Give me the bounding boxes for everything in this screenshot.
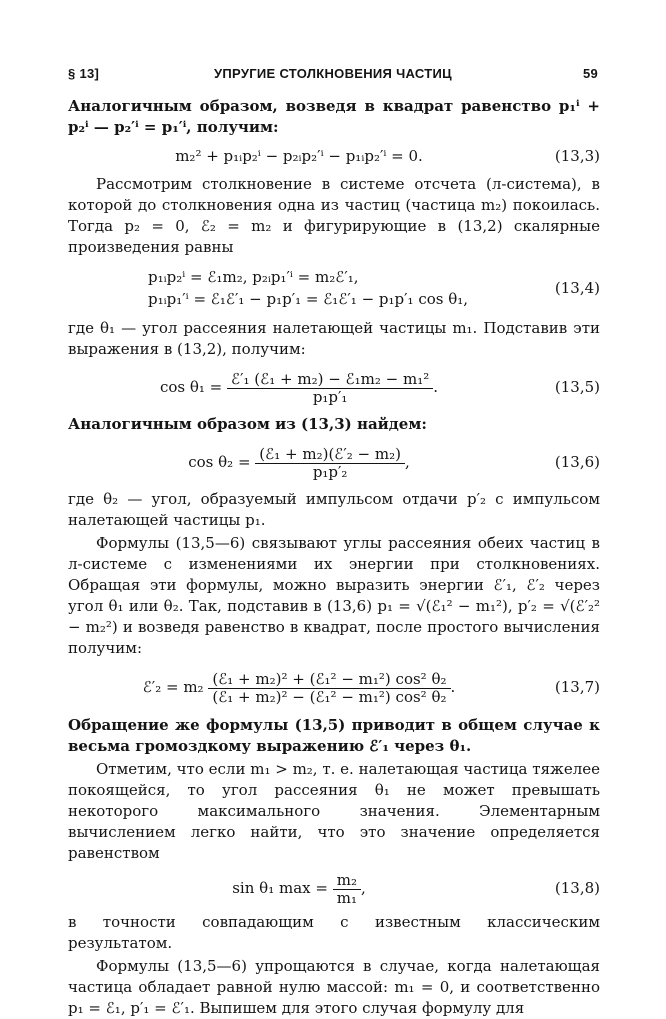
equation-13-7 <box>68 661 600 713</box>
running-title: УПРУГИЕ СТОЛКНОВЕНИЯ ЧАСТИЦ <box>214 66 452 81</box>
equation-formula: cos θ₁ = ℰ′₁ (ℰ₁ + m₂) − ℰ₁m₂ − m₁² p₁p′₁ . <box>159 369 439 406</box>
equation-formula: ℰ′₂ = m₂ (ℰ₁ + m₂)² + (ℰ₁² − m₁²) cos² θ₂ (ℰ₁ + m₂)² − (ℰ₁² − m₁²) cos² θ₂ . <box>142 669 456 706</box>
equation-lhs: cos θ₂ = <box>188 453 251 471</box>
equation-13-5 <box>68 362 600 412</box>
fraction-numerator: ℰ′₁ (ℰ₁ + m₂) − ℰ₁m₂ − m₁² <box>227 371 433 389</box>
fraction <box>255 446 405 481</box>
fraction-numerator: (ℰ₁ + m₂)² + (ℰ₁² − m₁²) cos² θ₂ <box>208 671 450 689</box>
fraction-denominator: p₁p′₁ <box>312 387 348 406</box>
paragraph: Рассмотрим столкновение в системе отсчета (л-система), в которой до столкновения одна из частиц (частица m₂) покоилась. Тогда p₂ = 0, ℰ₂ = m₂ и фигурирующие в (13,2) скалярные произведения равны <box>68 175 600 256</box>
fraction <box>227 371 433 406</box>
equation-lhs: cos θ₁ = <box>159 378 223 396</box>
equation-lhs: sin θ₁ max = <box>232 879 328 897</box>
paragraph: Обращение же формулы (13,5) приводит в общем случае к весьма громоздкому выражению ℰ′₁ через θ₁. <box>68 716 600 755</box>
page-body <box>68 96 600 1019</box>
paragraph: Формулы (13,5—6) упрощаются в случае, когда налетающая частица обладает равной нулю массой: m₁ = 0, и соответственно p₁ = ℰ₁, p′₁ = ℰ′₁. Выпишем для этого случая формулу для <box>68 957 600 1017</box>
page-number: 59 <box>582 66 598 81</box>
equation-formula: sin θ₁ max = $\frac{\text{m₂}}{\text{m₁}}$ , <box>232 870 366 907</box>
equation-13-6 <box>68 437 600 487</box>
fraction-denominator: m₁ <box>336 888 357 907</box>
fraction-numerator: m₂ <box>333 872 361 890</box>
equation-13-8 <box>68 866 600 910</box>
equation-number: (13,4) <box>554 279 600 297</box>
fraction <box>333 872 361 907</box>
running-header <box>68 66 598 90</box>
fraction <box>208 671 450 706</box>
paragraph: где θ₂ — угол, образуемый импульсом отдачи p′₂ с импульсом налетающей частицы p₁. <box>68 490 600 529</box>
equation-formula <box>148 266 530 310</box>
paragraph: в точности совпадающим с известным классическим результатом. <box>68 913 600 952</box>
equation-number: (13,8) <box>554 879 600 897</box>
equation-number: (13,7) <box>554 678 600 696</box>
equation-number: (13,6) <box>554 453 600 471</box>
equation-number: (13,3) <box>554 147 600 165</box>
fraction-denominator: p₁p′₂ <box>312 462 348 481</box>
paragraph: где θ₁ — угол рассеяния налетающей частицы m₁. Подставив эти выражения в (13,2), получим: <box>68 319 600 358</box>
paragraph: Формулы (13,5—6) связывают углы рассеяния обеих частиц в л-системе с изменениями их энергии при столкновениях. Обращая эти формулы, можно выразить энергии ℰ′₁, ℰ′₂ через угол θ₁ или θ₂. Так, подставив в (13,6) p₁ = √(ℰ₁² − m₁²), p′₂ = √(ℰ′₂² − m₂²) и возведя равенство в квадрат, после простого вычисления получим: <box>68 534 600 657</box>
section-marker: § 13] <box>68 66 100 81</box>
equation-line: p₁ᵢp₁′ⁱ = ℰ₁ℰ′₁ − p₁p′₁ = ℰ₁ℰ′₁ − p₁p′₁ cos θ₁, <box>148 290 469 308</box>
equation-13-4 <box>68 260 600 316</box>
equation-13-3 <box>68 142 600 170</box>
equation-number: (13,5) <box>554 378 600 396</box>
fraction-denominator: (ℰ₁ + m₂)² − (ℰ₁² − m₁²) cos² θ₂ <box>212 687 447 706</box>
equation-line: p₁ᵢp₂ⁱ = ℰ₁m₂, p₂ᵢp₁′ⁱ = m₂ℰ′₁, <box>148 268 359 286</box>
equation-lhs: ℰ′₂ = m₂ <box>142 678 204 696</box>
equation-formula: m₂² + p₁ᵢp₂ⁱ − p₂ᵢp₂′ⁱ − p₁ᵢp₂′ⁱ = 0. <box>175 147 423 165</box>
fraction-numerator: (ℰ₁ + m₂)(ℰ′₂ − m₂) <box>255 446 405 464</box>
paragraph: Отметим, что если m₁ > m₂, т. е. налетающая частица тяжелее покоящейся, то угол рассеяния θ₁ не может превышать некоторого максимального значения. Элементарным вычислением легко найти, что это значение определяется равенством <box>68 760 600 862</box>
equation-formula: cos θ₂ = (ℰ₁ + m₂)(ℰ′₂ − m₂) p₁p′₂ , <box>188 444 410 481</box>
paragraph: Аналогичным образом, возведя в квадрат равенство p₁ⁱ + p₂ⁱ — p₂′ⁱ = p₁′ⁱ, получим: <box>68 97 600 136</box>
paragraph: Аналогичным образом из (13,3) найдем: <box>68 415 427 433</box>
